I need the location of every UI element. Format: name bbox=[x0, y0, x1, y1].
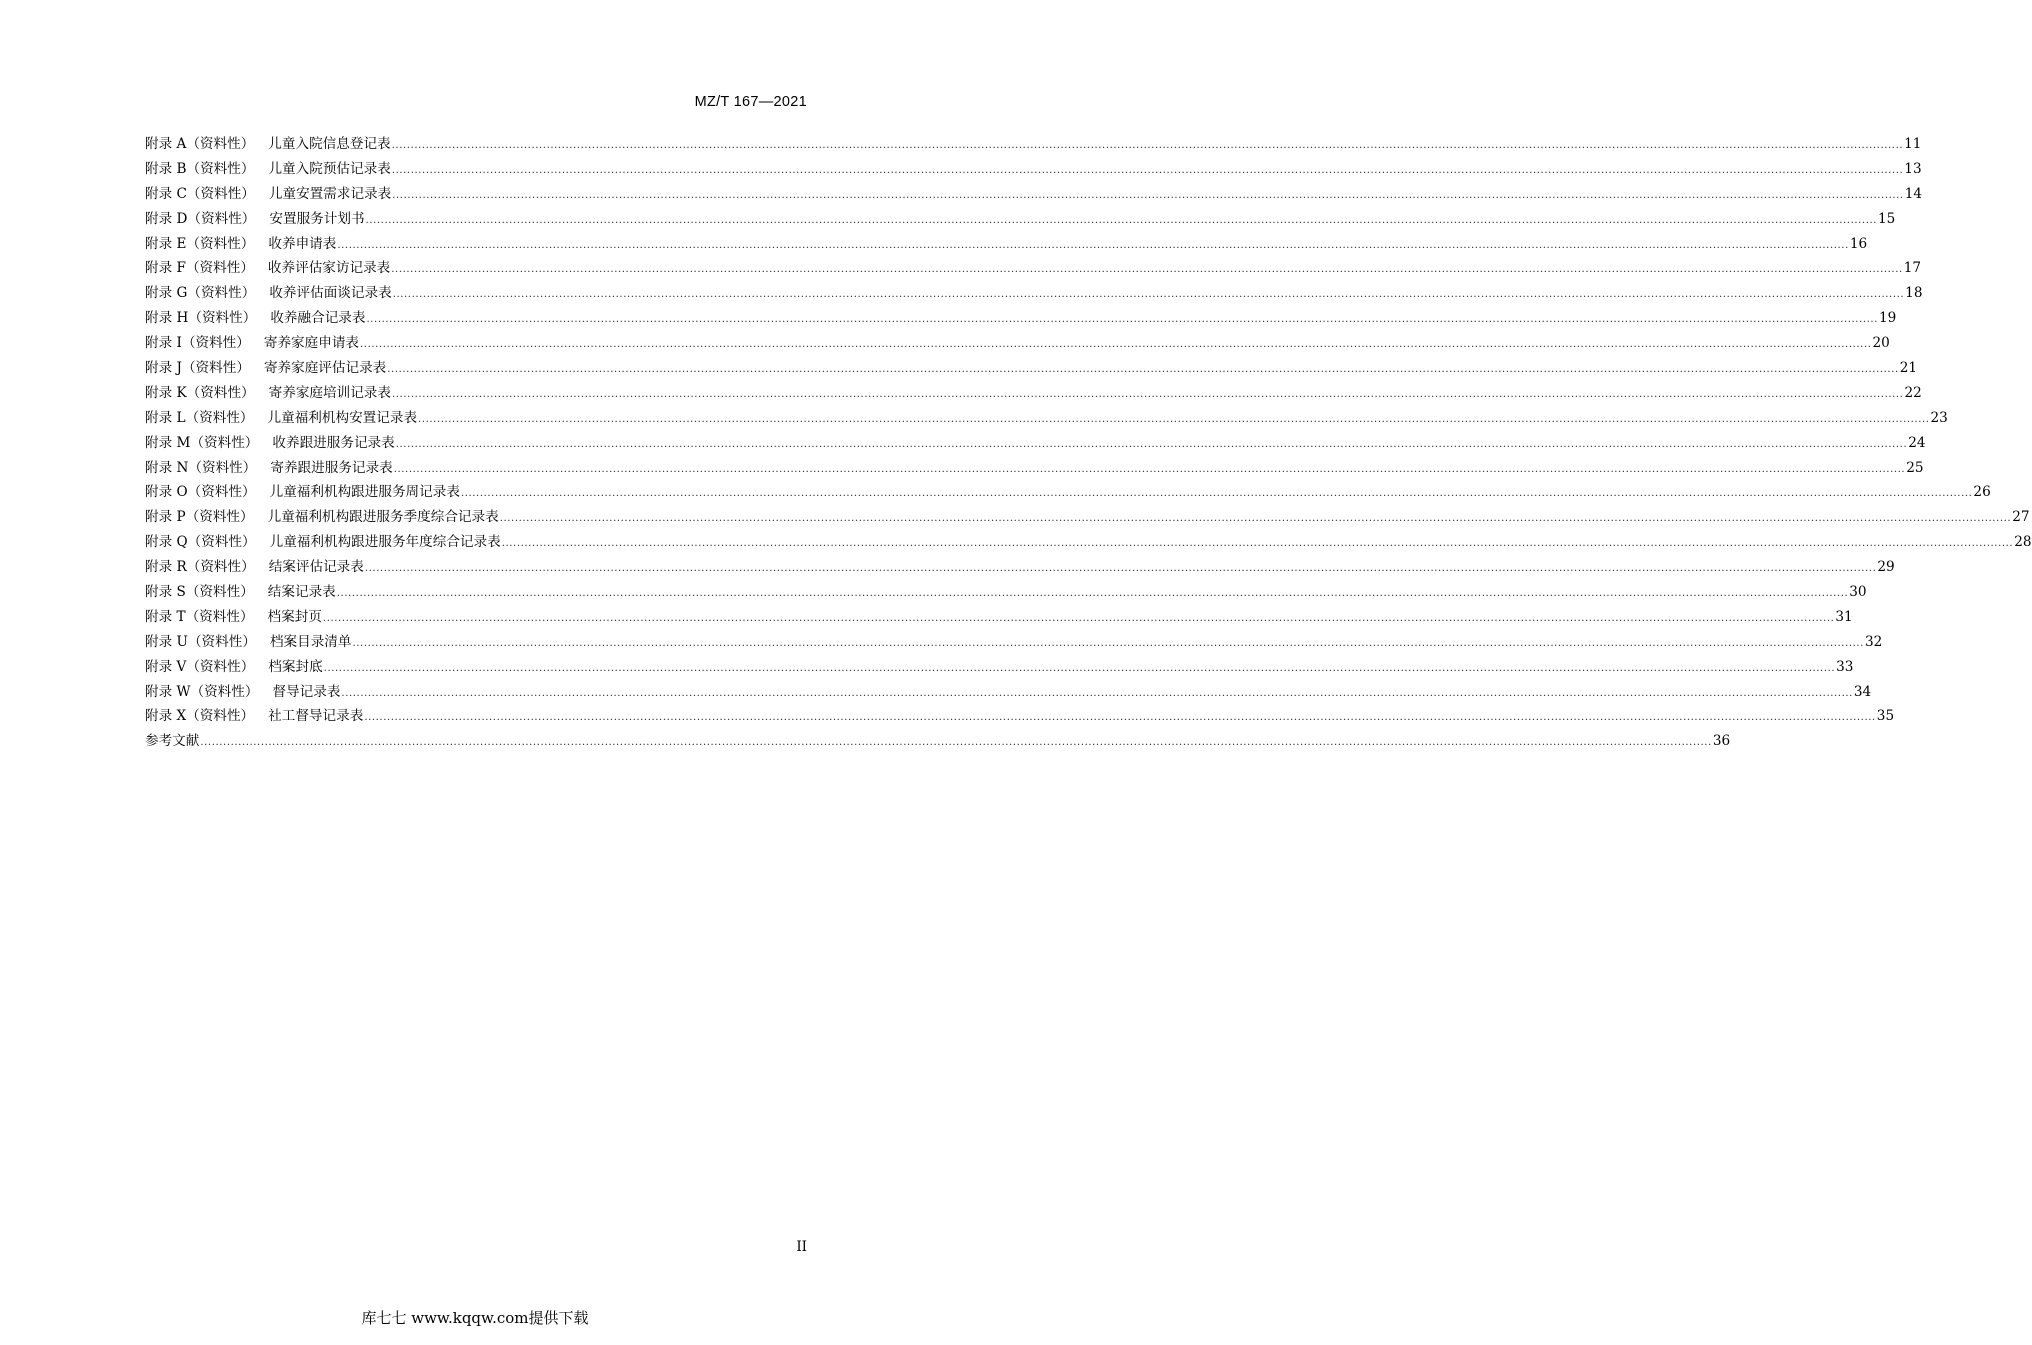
toc-leader-dots: ................................................................................................................................................................................................................................................................................................................................................................................................................ bbox=[393, 463, 1906, 475]
document-code: MZ/T 167—2021 bbox=[694, 94, 807, 110]
toc-leader-dots: ................................................................................................................................................................................................................................................................................................................................................................................................................ bbox=[364, 563, 1877, 575]
toc-entry[interactable] bbox=[145, 256, 1922, 281]
toc-leader-dots: ................................................................................................................................................................................................................................................................................................................................................................................................................ bbox=[391, 388, 1904, 400]
toc-entry-title: 寄养家庭评估记录表 bbox=[263, 360, 387, 377]
toc-entry-prefix: 附录 T（资料性） bbox=[145, 608, 254, 625]
toc-entry-prefix: 附录 I（资料性） bbox=[145, 335, 250, 352]
toc-entry-prefix: 附录 M（资料性） bbox=[145, 434, 259, 451]
toc-entry-prefix: 附录 D（资料性） bbox=[145, 210, 256, 227]
toc-entry-page: 29 bbox=[1877, 559, 1895, 576]
toc-entry-page: 13 bbox=[1904, 160, 1922, 177]
toc-entry[interactable] bbox=[145, 729, 1731, 754]
toc-entry-prefix: 附录 J（资料性） bbox=[145, 360, 250, 377]
toc-leader-dots: ................................................................................................................................................................................................................................................................................................................................................................................................................ bbox=[364, 712, 1876, 724]
toc-entry-page: 21 bbox=[1899, 360, 1918, 377]
toc-entry-prefix: 附录 E（资料性） bbox=[145, 235, 255, 252]
toc-entry[interactable] bbox=[145, 331, 1890, 356]
toc-entry[interactable] bbox=[145, 505, 2030, 530]
toc-entry[interactable] bbox=[145, 605, 1853, 630]
toc-entry[interactable] bbox=[145, 406, 1948, 431]
toc-entry-prefix: 附录 X（资料性） bbox=[145, 708, 255, 725]
toc-entry-page: 35 bbox=[1876, 708, 1895, 725]
toc-entry[interactable] bbox=[145, 680, 1872, 705]
toc-entry-title: 参考文献 bbox=[145, 733, 200, 750]
toc-entry-title: 社工督导记录表 bbox=[268, 708, 364, 725]
toc-entry-prefix: 附录 C（资料性） bbox=[145, 185, 255, 202]
toc-entry-title: 收养跟进服务记录表 bbox=[272, 434, 395, 451]
toc-leader-dots: ................................................................................................................................................................................................................................................................................................................................................................................................................ bbox=[501, 538, 2014, 550]
toc-entry-prefix: 附录 V（资料性） bbox=[145, 658, 255, 675]
toc-entry[interactable] bbox=[145, 306, 1897, 331]
toc-entry-title: 儿童安置需求记录表 bbox=[268, 185, 392, 202]
toc-entry-page: 16 bbox=[1849, 235, 1868, 252]
page-number: II bbox=[796, 1239, 807, 1255]
toc-entry-page: 30 bbox=[1849, 584, 1867, 601]
toc-entry[interactable] bbox=[145, 381, 1922, 406]
toc-entry-page: 26 bbox=[1973, 484, 1991, 501]
toc-entry-page: 24 bbox=[1908, 434, 1926, 451]
toc-entry-prefix: 附录 S（资料性） bbox=[145, 584, 254, 601]
toc-entry-page: 17 bbox=[1903, 260, 1922, 277]
toc-entry[interactable] bbox=[145, 232, 1868, 257]
toc-leader-dots: ................................................................................................................................................................................................................................................................................................................................................................................................................ bbox=[352, 637, 1864, 649]
toc-entry-page: 34 bbox=[1853, 683, 1872, 700]
toc-entry-page: 31 bbox=[1835, 608, 1853, 625]
toc-entry-prefix: 附录 K（资料性） bbox=[145, 384, 255, 401]
toc-entry-title: 儿童入院预估记录表 bbox=[268, 160, 391, 177]
toc-entry[interactable] bbox=[145, 480, 1991, 505]
toc-entry[interactable] bbox=[145, 530, 2032, 555]
toc-entry-title: 安置服务计划书 bbox=[269, 210, 365, 227]
toc-entry-prefix: 附录 L（资料性） bbox=[145, 409, 254, 426]
toc-leader-dots: ................................................................................................................................................................................................................................................................................................................................................................................................................ bbox=[391, 264, 1903, 276]
toc-entry-page: 19 bbox=[1878, 310, 1897, 327]
toc-leader-dots: ................................................................................................................................................................................................................................................................................................................................................................................................................ bbox=[391, 140, 1904, 151]
toc-entry[interactable] bbox=[145, 704, 1895, 729]
toc-entry-page: 28 bbox=[2014, 534, 2032, 551]
toc-entry-prefix: 附录 G（资料性） bbox=[145, 285, 256, 302]
toc-entry[interactable] bbox=[145, 281, 1923, 306]
table-of-contents bbox=[145, 132, 2032, 754]
toc-entry[interactable] bbox=[145, 655, 1854, 680]
toc-entry-title: 收养评估面谈记录表 bbox=[269, 285, 392, 302]
toc-entry-prefix: 附录 W（资料性） bbox=[145, 683, 259, 700]
toc-entry-prefix: 附录 P（资料性） bbox=[145, 509, 254, 526]
toc-entry-title: 档案目录清单 bbox=[269, 633, 352, 650]
toc-entry-page: 11 bbox=[1904, 136, 1922, 152]
toc-leader-dots: ................................................................................................................................................................................................................................................................................................................................................................................................................ bbox=[366, 314, 1878, 326]
toc-leader-dots: ................................................................................................................................................................................................................................................................................................................................................................................................................ bbox=[360, 339, 1872, 351]
toc-entry[interactable] bbox=[145, 580, 1867, 605]
toc-entry[interactable] bbox=[145, 132, 1922, 157]
toc-entry[interactable] bbox=[145, 431, 1926, 456]
toc-entry-page: 15 bbox=[1878, 210, 1896, 227]
toc-entry-page: 20 bbox=[1872, 335, 1890, 352]
toc-entry-title: 儿童福利机构跟进服务年度综合记录表 bbox=[269, 534, 501, 551]
toc-entry-title: 儿童入院信息登记表 bbox=[268, 136, 391, 152]
toc-entry-page: 25 bbox=[1906, 459, 1924, 476]
toc-entry[interactable] bbox=[145, 555, 1895, 580]
toc-entry-title: 儿童福利机构安置记录表 bbox=[267, 409, 418, 426]
toc-entry-title: 收养评估家访记录表 bbox=[267, 260, 391, 277]
toc-entry[interactable] bbox=[145, 182, 1923, 207]
toc-leader-dots: ................................................................................................................................................................................................................................................................................................................................................................................................................ bbox=[323, 662, 1836, 674]
toc-entry-page: 22 bbox=[1904, 384, 1922, 401]
toc-entry-prefix: 附录 Q（资料性） bbox=[145, 534, 256, 551]
toc-leader-dots: ................................................................................................................................................................................................................................................................................................................................................................................................................ bbox=[392, 189, 1904, 201]
toc-leader-dots: ................................................................................................................................................................................................................................................................................................................................................................................................................ bbox=[499, 513, 2012, 525]
footer-watermark: 库七七 www.kqqw.com提供下载 bbox=[361, 1309, 589, 1327]
toc-leader-dots: ................................................................................................................................................................................................................................................................................................................................................................................................................ bbox=[460, 488, 1973, 500]
toc-leader-dots: ................................................................................................................................................................................................................................................................................................................................................................................................................ bbox=[395, 438, 1908, 450]
toc-leader-dots: ................................................................................................................................................................................................................................................................................................................................................................................................................ bbox=[365, 214, 1878, 226]
toc-entry-prefix: 附录 R（资料性） bbox=[145, 559, 255, 576]
toc-leader-dots: ................................................................................................................................................................................................................................................................................................................................................................................................................ bbox=[391, 164, 1904, 176]
toc-entry-title: 督导记录表 bbox=[272, 683, 341, 700]
toc-leader-dots: ................................................................................................................................................................................................................................................................................................................................................................................................................ bbox=[200, 737, 1712, 749]
toc-entry-page: 36 bbox=[1712, 733, 1731, 750]
toc-entry-page: 18 bbox=[1905, 285, 1923, 302]
toc-entry-title: 收养融合记录表 bbox=[270, 310, 366, 327]
toc-entry-title: 寄养家庭申请表 bbox=[263, 335, 360, 352]
toc-entry-title: 儿童福利机构跟进服务周记录表 bbox=[269, 484, 460, 501]
toc-entry-title: 寄养跟进服务记录表 bbox=[270, 459, 393, 476]
toc-leader-dots: ................................................................................................................................................................................................................................................................................................................................................................................................................ bbox=[322, 612, 1835, 624]
toc-entry-prefix: 附录 H（资料性） bbox=[145, 310, 257, 327]
toc-entry-prefix: 附录 A（资料性） bbox=[145, 136, 255, 152]
toc-entry-title: 档案封底 bbox=[268, 658, 323, 675]
toc-entry-page: 23 bbox=[1930, 409, 1948, 426]
toc-entry-page: 33 bbox=[1836, 658, 1854, 675]
toc-entry-title: 收养申请表 bbox=[268, 235, 337, 252]
toc-leader-dots: ................................................................................................................................................................................................................................................................................................................................................................................................................ bbox=[341, 687, 1853, 699]
toc-entry-title: 档案封页 bbox=[267, 608, 322, 625]
toc-leader-dots: ................................................................................................................................................................................................................................................................................................................................................................................................................ bbox=[337, 239, 1849, 251]
toc-entry-prefix: 附录 F（资料性） bbox=[145, 260, 254, 277]
toc-entry-prefix: 附录 U（资料性） bbox=[145, 633, 256, 650]
toc-entry-title: 结案记录表 bbox=[267, 584, 336, 601]
toc-entry-title: 寄养家庭培训记录表 bbox=[268, 384, 391, 401]
toc-entry[interactable] bbox=[145, 356, 1918, 381]
toc-leader-dots: ................................................................................................................................................................................................................................................................................................................................................................................................................ bbox=[336, 588, 1849, 600]
toc-leader-dots: ................................................................................................................................................................................................................................................................................................................................................................................................................ bbox=[387, 364, 1899, 376]
toc-entry[interactable] bbox=[145, 157, 1922, 182]
toc-leader-dots: ................................................................................................................................................................................................................................................................................................................................................................................................................ bbox=[418, 413, 1930, 425]
toc-entry-prefix: 附录 B（资料性） bbox=[145, 160, 255, 177]
toc-entry-title: 结案评估记录表 bbox=[268, 559, 364, 576]
toc-entry-prefix: 附录 O（资料性） bbox=[145, 484, 256, 501]
toc-entry[interactable] bbox=[145, 456, 1924, 481]
toc-leader-dots: ................................................................................................................................................................................................................................................................................................................................................................................................................ bbox=[392, 289, 1905, 301]
toc-entry[interactable] bbox=[145, 207, 1896, 232]
toc-entry[interactable] bbox=[145, 630, 1883, 655]
toc-entry-page: 27 bbox=[2012, 509, 2030, 526]
toc-entry-prefix: 附录 N（资料性） bbox=[145, 459, 257, 476]
toc-entry-page: 32 bbox=[1864, 633, 1883, 650]
toc-entry-page: 14 bbox=[1904, 185, 1923, 202]
toc-entry-title: 儿童福利机构跟进服务季度综合记录表 bbox=[267, 509, 499, 526]
